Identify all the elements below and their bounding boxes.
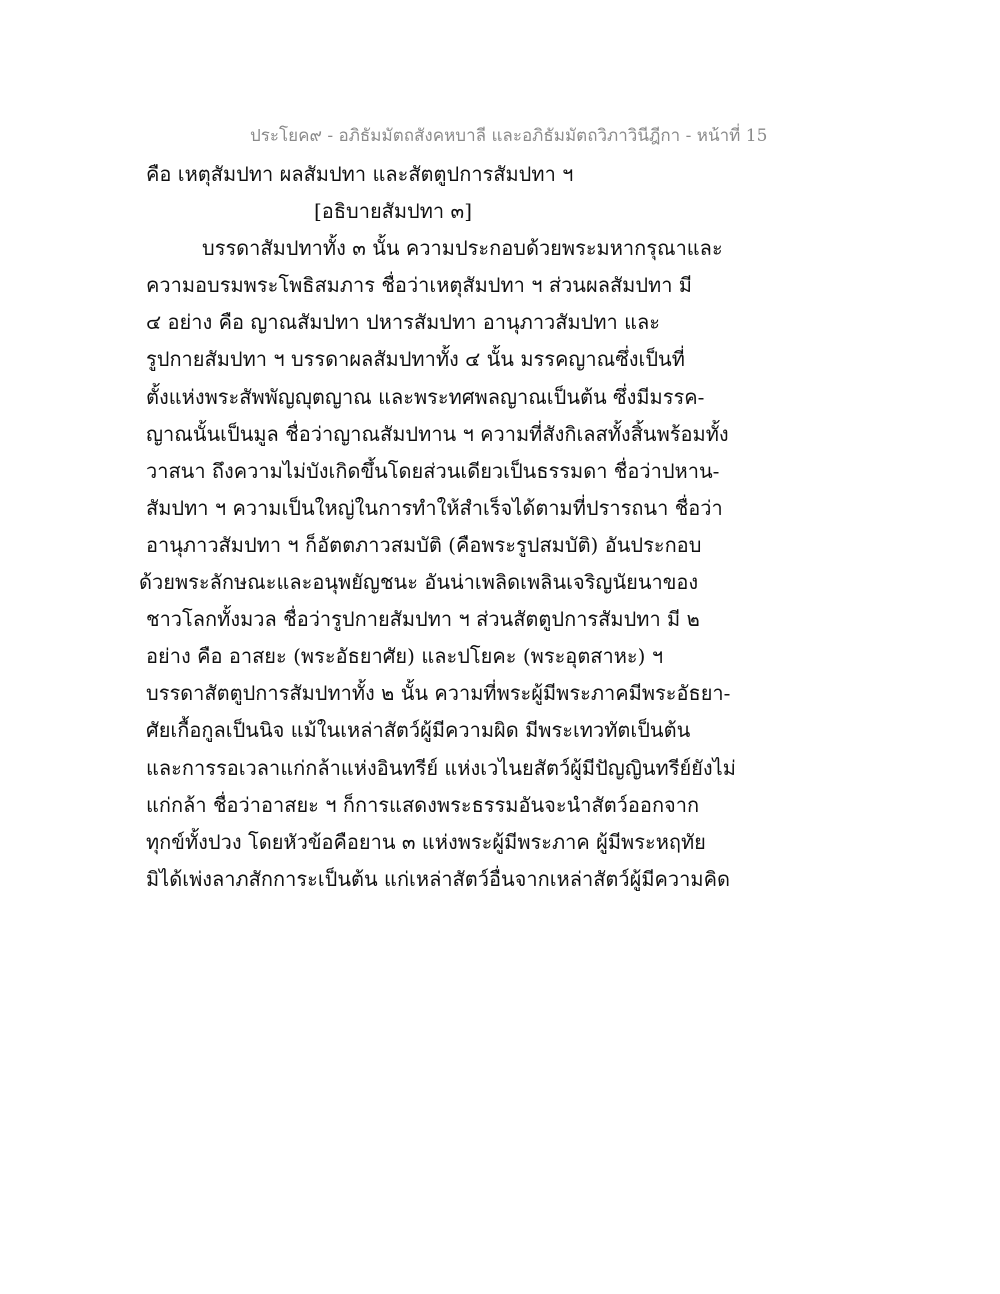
text-line: อานุภาวสัมปทา ฯ ก็อัตตภาวสมบัติ (คือพระรูปสมบัติ) อันประกอบ xyxy=(146,532,702,557)
text-line: ทุกข์ทั้งปวง โดยหัวข้อคือยาน ๓ แห่งพระผู้มีพระภาค ผู้มีพระหฤทัย xyxy=(146,829,706,854)
text-line: มิได้เพ่งลาภสักการะเป็นต้น แก่เหล่าสัตว์อื่นจากเหล่าสัตว์ผู้มีความคิด xyxy=(146,866,730,891)
text-line: สัมปทา ฯ ความเป็นใหญ่ในการทำให้สำเร็จได้ตามที่ปรารถนา ชื่อว่า xyxy=(146,495,723,520)
text-line: รูปกายสัมปทา ฯ บรรดาผลสัมปทาทั้ง ๔ นั้น มรรคญาณซึ่งเป็นที่ xyxy=(146,347,685,372)
text-line: ศัยเกื้อกูลเป็นนิจ แม้ในเหล่าสัตว์ผู้มีความผิด มีพระเทวทัตเป็นต้น xyxy=(146,718,691,743)
text-line: และการรอเวลาแก่กล้าแห่งอินทรีย์ แห่งเวไนยสัตว์ผู้มีปัญญินทรีย์ยังไม่ xyxy=(146,755,736,780)
body-text xyxy=(139,156,736,898)
text-line: ชาวโลกทั้งมวล ชื่อว่ารูปกายสัมปทา ฯ ส่วนสัตตูปการสัมปทา มี ๒ xyxy=(146,607,700,632)
text-line: ความอบรมพระโพธิสมภาร ชื่อว่าเหตุสัมปทา ฯ ส่วนผลสัมปทา มี xyxy=(146,273,692,298)
section-heading: [อธิบายสัมปทา ๓] xyxy=(314,199,472,224)
text-line: ตั้งแห่งพระสัพพัญญุตญาณ และพระทศพลญาณเป็นต้น ซึ่งมีมรรค- xyxy=(146,384,705,409)
text-line: คือ เหตุสัมปทา ผลสัมปทา และสัตตูปการสัมปทา ฯ xyxy=(146,162,574,186)
paragraph-first-line: บรรดาสัมปทาทั้ง ๓ นั้น ความประกอบด้วยพระมหากรุณาและ xyxy=(202,236,723,261)
text-line: วาสนา ถึงความไม่บังเกิดขึ้นโดยส่วนเดียวเป็นธรรมดา ชื่อว่าปหาน- xyxy=(146,458,720,483)
text-line: ด้วยพระลักษณะและอนุพยัญชนะ อันน่าเพลิดเพลินเจริญนัยนาของ xyxy=(139,570,699,595)
running-header: ประโยค๙ - อภิธัมมัตถสังคหบาลี และอภิธัมมัตถวิภาวินีฎีกา - หน้าที่ 15 xyxy=(250,126,768,146)
text-line: แก่กล้า ชื่อว่าอาสยะ ฯ ก็การแสดงพระธรรมอันจะนำสัตว์ออกจาก xyxy=(146,792,700,817)
text-line: อย่าง คือ อาสยะ (พระอัธยาศัย) และปโยคะ (พระอุตสาหะ) ฯ xyxy=(146,644,664,669)
text-line: ๔ อย่าง คือ ญาณสัมปทา ปหารสัมปทา อานุภาวสัมปทา และ xyxy=(146,310,661,335)
text-line: ญาณนั้นเป็นมูล ชื่อว่าญาณสัมปทาน ฯ ความที่สังกิเลสทั้งสิ้นพร้อมทั้ง xyxy=(146,421,729,446)
text-line: บรรดาสัตตูปการสัมปทาทั้ง ๒ นั้น ความที่พระผู้มีพระภาคมีพระอัธยา- xyxy=(146,681,731,706)
